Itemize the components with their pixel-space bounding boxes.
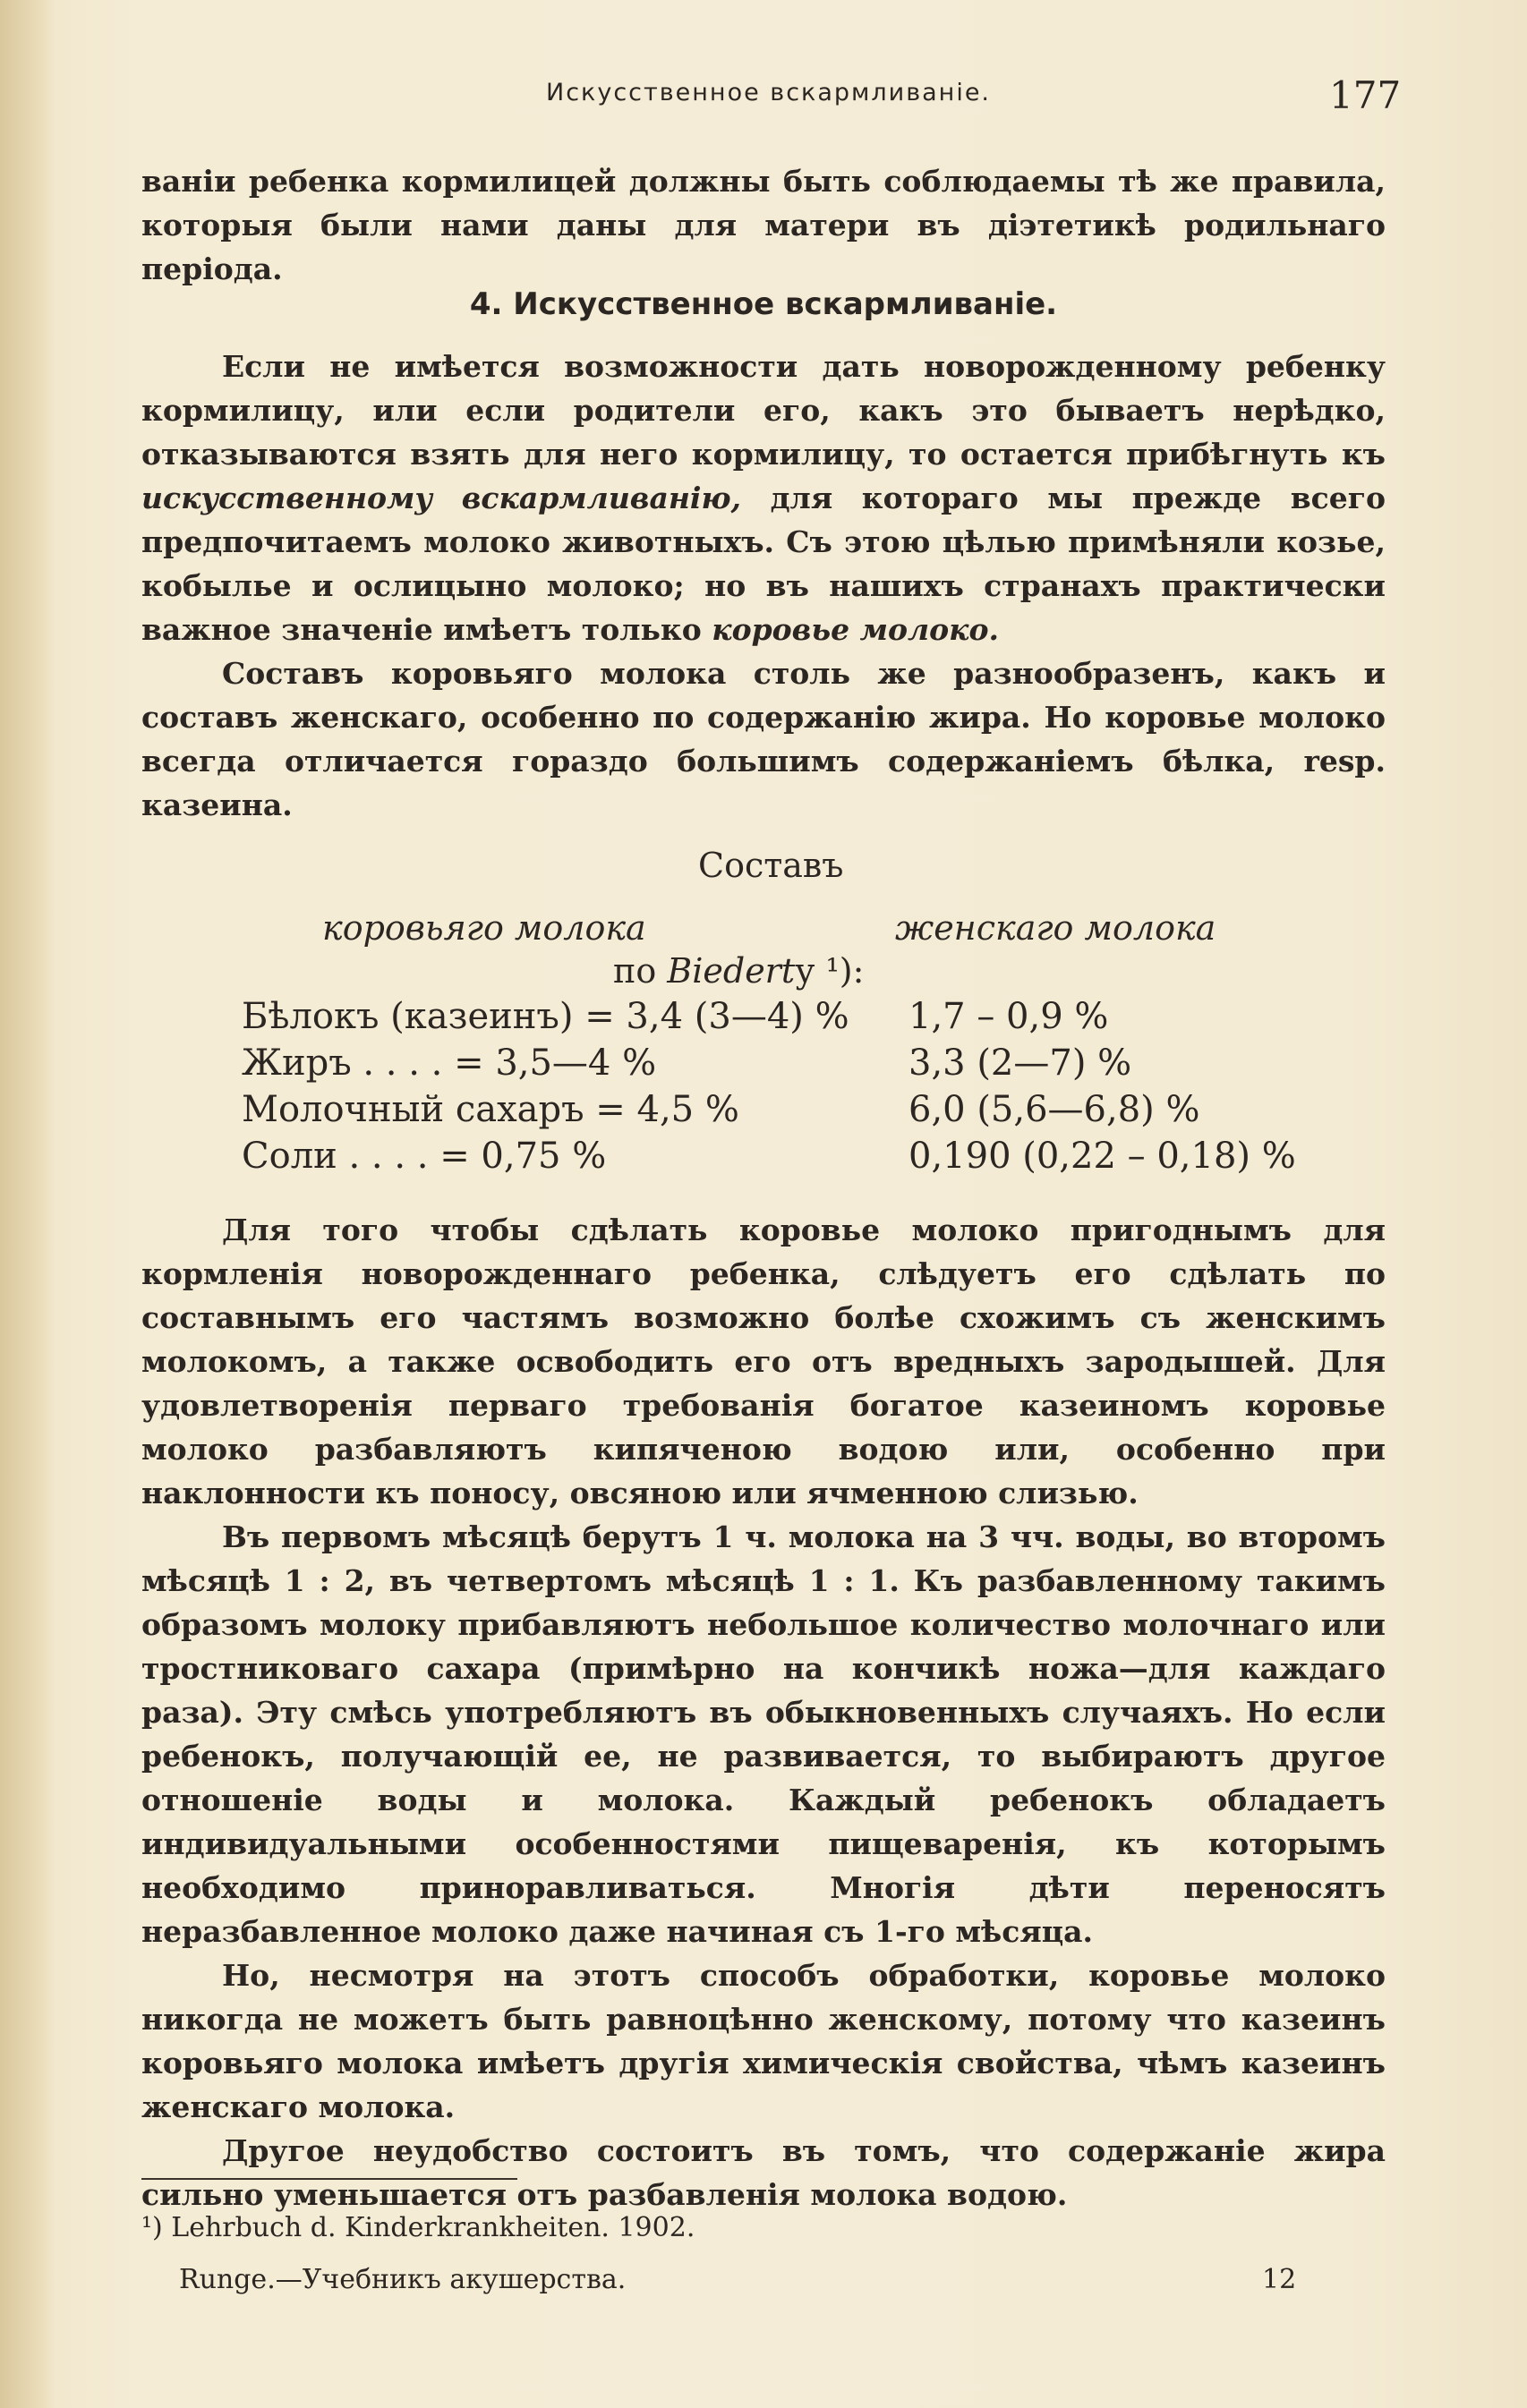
footnote-rule (141, 2178, 517, 2180)
footer-signature-mark: 12 (1262, 2264, 1297, 2295)
table-title: Составъ (698, 846, 844, 885)
page-number: 177 (1329, 73, 1402, 117)
source-prefix: по (613, 951, 668, 991)
row-cow-value: Жиръ . . . . = 3,5—4 % (242, 1042, 657, 1084)
row-cow-value: Соли . . . . = 0,75 % (242, 1136, 607, 1177)
paragraph1-italic-cow-milk: коровье молоко. (712, 612, 999, 647)
section-heading: 4. Искусственное вскармливаніе. (469, 286, 1058, 322)
table-row (0, 1136, 1527, 1180)
body-lower (141, 1208, 1386, 2217)
table-source (613, 951, 864, 991)
page-spine-shadow (0, 0, 55, 2408)
row-woman-value: 3,3 (2—7) % (909, 1042, 1132, 1084)
footnote: ¹) Lehrbuch d. Kinderkrankheiten. 1902. (141, 2212, 695, 2243)
column-header-woman-milk: женскаго молока (895, 908, 1216, 948)
intro-paragraph-block (141, 159, 1386, 291)
column-header-cow-milk: коровьяго молока (322, 908, 646, 948)
paragraph-artificial-feeding (141, 345, 1386, 651)
intro-paragraph: ваніи ребенка кормилицей должны быть соблюдаемы тѣ же правила, которыя были нами даны для матери въ діэтетикѣ родильнаго періода. (141, 164, 1386, 286)
footer-book-title: Runge.—Учебникъ акушерства. (179, 2264, 627, 2295)
paragraph-ratios: Въ первомъ мѣсяцѣ берутъ 1 ч. молока на 3 чч. воды, во второмъ мѣсяцѣ 1 : 2, въ четвертомъ мѣсяцѣ 1 : 1. Къ разбавленному такимъ образомъ молоку прибавляютъ небольшое количество молочнаго или тростниковаго сахара (примѣрно на кончикѣ ножа—для каждаго раза). Эту смѣсь употребляютъ въ обыкновенныхъ случаяхъ. Но если ребенокъ, получающій ее, не развивается, то выбираютъ другое отношеніе воды и молока. Каждый ребенокъ обладаетъ индивидуальными особенностями пищеваренія, къ которымъ необходимо приноравливаться. Многія дѣти переносятъ неразбавленное молоко даже начиная съ 1-го мѣсяца. (141, 1519, 1386, 1949)
row-woman-value: 6,0 (5,6—6,8) % (909, 1089, 1200, 1130)
source-suffix: у ¹): (795, 951, 865, 991)
running-title: Искусственное вскармливаніе. (546, 79, 992, 106)
running-head (0, 73, 1527, 127)
table-row (0, 1089, 1527, 1134)
paragraph-composition: Составъ коровьяго молока столь же разнообразенъ, какъ и составъ женскаго, особенно по содержанію жира. Но коровье молоко всегда отличается гораздо большимъ содержаніемъ бѣлка, resp. казеина. (141, 656, 1386, 822)
body-upper (141, 345, 1386, 827)
row-cow-value: Молочный сахаръ = 4,5 % (242, 1089, 739, 1130)
paragraph1-text-a: Если не имѣется возможности дать новорожденному ребенку кормилицу, или если родители его, какъ это бываетъ нерѣдко, отказываются взять для него кормилицу, то остается прибѣгнуть къ (141, 349, 1386, 472)
paragraph-dilution: Для того чтобы сдѣлать коровье молоко пригоднымъ для кормленія новорожденнаго ребенка, слѣдуетъ его сдѣлать по составнымъ его частямъ возможно болѣе схожимъ съ женскимъ молокомъ, а также освободить его отъ вредныхъ зародышей. Для удовлетворенія перваго требованія богатое казеиномъ коровье молоко разбавляютъ кипяченою водою или, особенно при наклонности къ поносу, овсяною или ячменною слизью. (141, 1213, 1386, 1510)
table-row (0, 1042, 1527, 1087)
row-woman-value: 0,190 (0,22 – 0,18) % (909, 1136, 1296, 1177)
paragraph1-text-b: для котораго мы прежде всего предпочитаемъ молоко животныхъ. Съ этою цѣлью примѣняли козье, кобылье и ослицыно молоко; но въ нашихъ странахъ практически важное значеніе имѣетъ только (141, 481, 1386, 647)
paragraph1-italic-term: искусственному вскармливанію, (141, 481, 741, 515)
paragraph-casein: Но, несмотря на этотъ способъ обработки, коровье молоко никогда не можетъ быть равноцѣнно женскому, потому что казеинъ коровьяго молока имѣетъ другія химическія свойства, чѣмъ казеинъ женскаго молока. (141, 1958, 1386, 2124)
row-cow-value: Бѣлокъ (казеинъ) = 3,4 (3—4) % (242, 996, 849, 1037)
source-author: Biedert (667, 951, 796, 991)
paragraph-fat: Другое неудобство состоитъ въ томъ, что содержаніе жира сильно уменьшается отъ разбавленія молока водою. (141, 2133, 1386, 2212)
table-row (0, 996, 1527, 1041)
row-woman-value: 1,7 – 0,9 % (909, 996, 1109, 1037)
page-footer (0, 2264, 1527, 2309)
